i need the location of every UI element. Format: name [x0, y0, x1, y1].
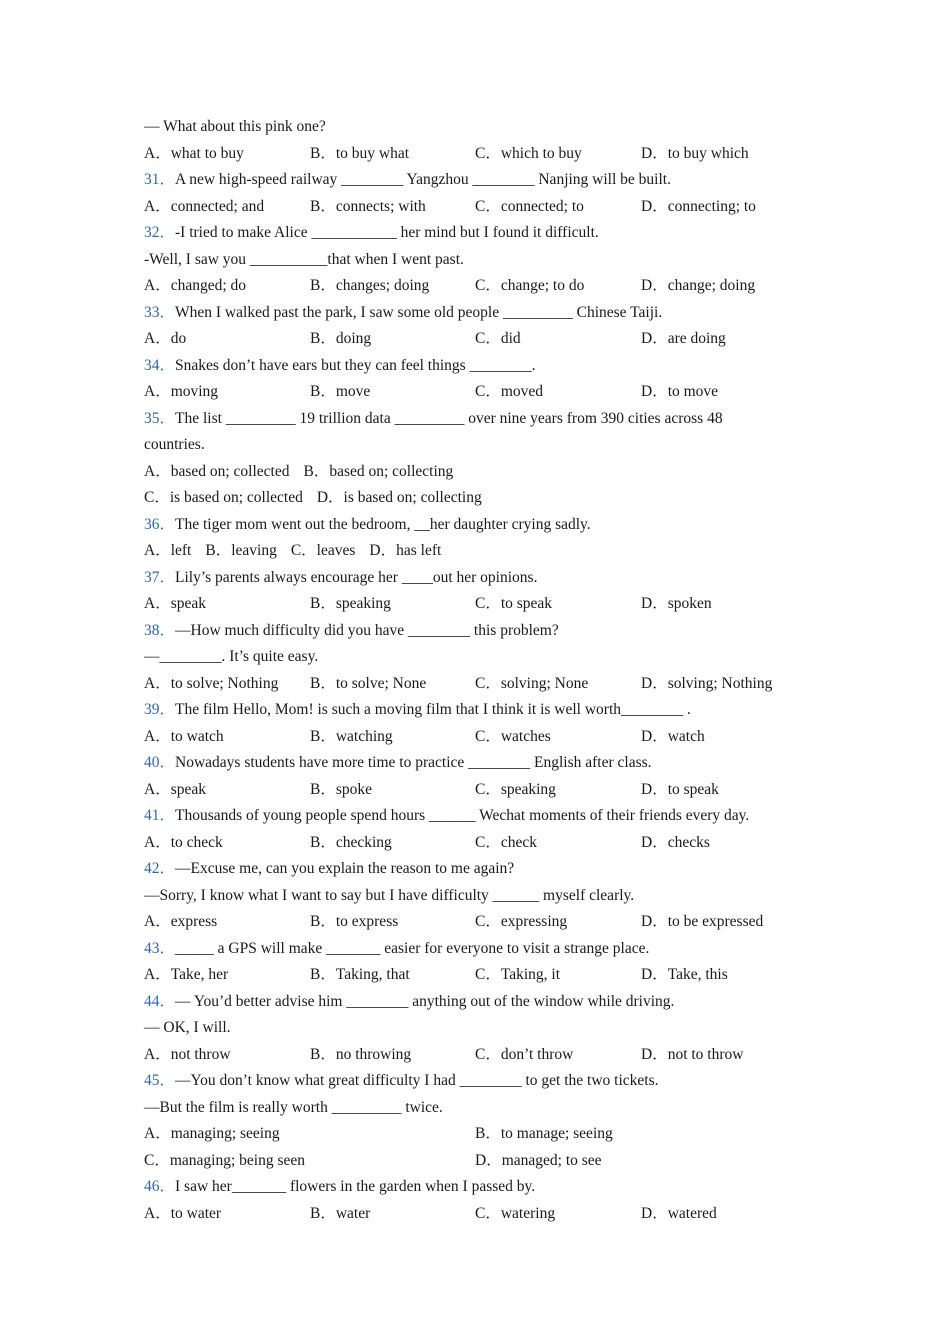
option-d: D．managed; to see [475, 1151, 602, 1169]
option-b: B．no throwing [310, 1045, 412, 1063]
question-32 [144, 220, 824, 247]
option-b: B．checking [310, 833, 392, 851]
option-b: B．doing [310, 330, 372, 347]
option-d: D．watered [641, 1204, 717, 1222]
option-b: B．connects; with [310, 197, 426, 215]
option-b: B．to express [310, 913, 399, 930]
option-c: C．watering [475, 1204, 556, 1222]
question-34-options [144, 379, 824, 406]
question-number: 35． [144, 409, 176, 427]
question-stem-line-2: —Sorry, I know what I want to say but I have difficulty ______ myself clearly. [144, 886, 635, 904]
option-b: B．to solve; None [310, 674, 427, 692]
question-31 [144, 167, 824, 194]
question-45 [144, 1068, 824, 1095]
question-45-options-row-2 [144, 1148, 824, 1175]
option-c: C．don’t throw [475, 1045, 574, 1063]
question-stem: I saw her_______ flowers in the garden when I passed by. [175, 1178, 536, 1195]
question-stem: When I walked past the park, I saw some old people _________ Chinese Taiji. [175, 303, 663, 321]
question-35-options-row-2 [144, 485, 824, 512]
question-43 [144, 936, 824, 963]
question-number: 43． [144, 939, 176, 957]
option-c: C．change; to do [475, 277, 585, 294]
question-stem: _____ a GPS will make _______ easier for everyone to visit a strange place. [175, 939, 650, 957]
option-c: C．managing; being seen [144, 1151, 305, 1169]
option-b: B．to buy what [310, 144, 410, 162]
question-stem-line-2: countries. [144, 436, 205, 453]
question-33-options [144, 326, 824, 353]
question-45-options-row-1 [144, 1121, 824, 1148]
question-35 [144, 406, 824, 433]
option-b: B．water [310, 1204, 371, 1222]
option-d: D．Take, this [641, 966, 728, 983]
option-a: A．Take, her [144, 966, 229, 983]
question-stem-line-2: —________. It’s quite easy. [144, 648, 319, 665]
option-b: B．speaking [310, 595, 391, 612]
option-b: B．based on; collecting [303, 462, 454, 480]
question-stem: The tiger mom went out the bedroom, __her daughter crying sadly. [175, 515, 591, 533]
option-c: C．watches [475, 727, 551, 745]
option-a: A．what to buy [144, 144, 244, 162]
option-c: C．connected; to [475, 197, 584, 215]
option-c: C．did [475, 330, 521, 347]
option-a: A．do [144, 330, 187, 347]
question-30-continuation: — What about this pink one? [144, 118, 326, 135]
question-number: 31． [144, 171, 176, 188]
option-a: A．speak [144, 780, 206, 798]
option-d: D．change; doing [641, 277, 756, 294]
option-c: C．which to buy [475, 144, 582, 162]
option-c: C．expressing [475, 913, 568, 930]
option-a: A．managing; seeing [144, 1125, 280, 1142]
option-b: B．leaving [205, 542, 277, 559]
question-number: 38． [144, 621, 176, 639]
question-42 [144, 856, 824, 883]
option-b: B．Taking, that [310, 966, 410, 983]
question-46 [144, 1174, 824, 1201]
option-c: C．Taking, it [475, 966, 561, 983]
question-number: 39． [144, 701, 176, 718]
question-stem: Snakes don’t have ears but they can feel things ________. [175, 356, 536, 374]
question-stem: The list _________ 19 trillion data _________ over nine years from 390 cities across 48 [175, 409, 723, 427]
question-page [144, 114, 824, 1227]
option-b: B．move [310, 383, 371, 400]
question-30-options [144, 141, 824, 168]
option-d: D．checks [641, 833, 710, 851]
question-44-options [144, 1042, 824, 1069]
question-stem: —How much difficulty did you have ________ this problem? [175, 621, 559, 639]
question-number: 36． [144, 515, 176, 533]
question-31-options [144, 194, 824, 221]
option-d: D．has left [369, 542, 442, 559]
question-number: 33． [144, 303, 176, 321]
option-b: B．changes; doing [310, 277, 430, 294]
option-d: D．to speak [641, 780, 719, 798]
option-c: C．check [475, 833, 537, 851]
question-stem: A new high-speed railway ________ Yangzhou ________ Nanjing will be built. [175, 171, 671, 188]
question-number: 41． [144, 807, 176, 824]
option-d: D．spoken [641, 595, 712, 612]
option-d: D．to be expressed [641, 913, 764, 930]
option-a: A．based on; collected [144, 462, 290, 480]
option-d: D．solving; Nothing [641, 674, 773, 692]
option-c: C．to speak [475, 595, 553, 612]
option-a: A．speak [144, 595, 206, 612]
question-41-options [144, 830, 824, 857]
question-number: 44． [144, 992, 176, 1010]
question-number: 32． [144, 224, 176, 241]
question-number: 40． [144, 754, 176, 771]
option-c: C．speaking [475, 780, 556, 798]
question-number: 45． [144, 1072, 176, 1089]
question-40 [144, 750, 824, 777]
option-d: D．connecting; to [641, 197, 756, 215]
question-number: 46． [144, 1178, 176, 1195]
option-d: D．are doing [641, 330, 726, 347]
option-c: C．leaves [290, 542, 356, 559]
option-a: A．to watch [144, 727, 224, 745]
question-37-options [144, 591, 824, 618]
question-40-options [144, 777, 824, 804]
option-d: D．to buy which [641, 144, 749, 162]
option-a: A．connected; and [144, 197, 265, 215]
question-stem: Nowadays students have more time to practice ________ English after class. [175, 754, 652, 771]
question-number: 42． [144, 860, 176, 877]
option-d: D．watch [641, 727, 705, 745]
option-d: D．to move [641, 383, 719, 400]
option-a: A．not throw [144, 1045, 231, 1063]
question-number: 34． [144, 356, 176, 374]
question-stem: Lily’s parents always encourage her ____out her opinions. [175, 568, 538, 586]
option-a: A．to check [144, 833, 223, 851]
option-a: A．moving [144, 383, 219, 400]
question-36-options [144, 538, 824, 565]
question-36 [144, 512, 824, 539]
question-stem: The film Hello, Mom! is such a moving film that I think it is well worth________ . [175, 701, 691, 718]
question-38-options [144, 671, 824, 698]
question-44 [144, 989, 824, 1016]
question-37 [144, 565, 824, 592]
question-39 [144, 697, 824, 724]
option-a: A．changed; do [144, 277, 247, 294]
option-a: A．to solve; Nothing [144, 674, 279, 692]
option-d: D．not to throw [641, 1045, 744, 1063]
option-a: A．left [144, 542, 192, 559]
question-38 [144, 618, 824, 645]
question-32-options [144, 273, 824, 300]
option-c: C．solving; None [475, 674, 589, 692]
option-b: B．spoke [310, 780, 373, 798]
question-39-options [144, 724, 824, 751]
question-stem: —You don’t know what great difficulty I had ________ to get the two tickets. [175, 1072, 659, 1089]
option-d: D．is based on; collecting [316, 489, 482, 506]
question-stem: —Excuse me, can you explain the reason to me again? [175, 860, 515, 877]
question-stem: Thousands of young people spend hours ______ Wechat moments of their friends every day. [175, 807, 750, 824]
option-a: A．express [144, 913, 218, 930]
question-43-options [144, 962, 824, 989]
question-41 [144, 803, 824, 830]
question-stem-line-2: —But the film is really worth _________ twice. [144, 1098, 443, 1116]
question-stem-line-2: -Well, I saw you __________that when I went past. [144, 250, 464, 268]
question-stem: — You’d better advise him ________ anything out of the window while driving. [175, 992, 675, 1010]
option-c: C．is based on; collected [144, 489, 303, 506]
question-34 [144, 353, 824, 380]
question-33 [144, 300, 824, 327]
option-b: B．to manage; seeing [475, 1125, 613, 1142]
question-35-options-row-1 [144, 459, 824, 486]
option-b: B．watching [310, 727, 393, 745]
question-42-options [144, 909, 824, 936]
question-stem: -I tried to make Alice ___________ her mind but I found it difficult. [175, 224, 599, 241]
option-c: C．moved [475, 383, 544, 400]
question-stem-line-2: — OK, I will. [144, 1019, 231, 1036]
option-a: A．to water [144, 1204, 222, 1222]
question-46-options [144, 1201, 824, 1228]
question-number: 37． [144, 568, 176, 586]
